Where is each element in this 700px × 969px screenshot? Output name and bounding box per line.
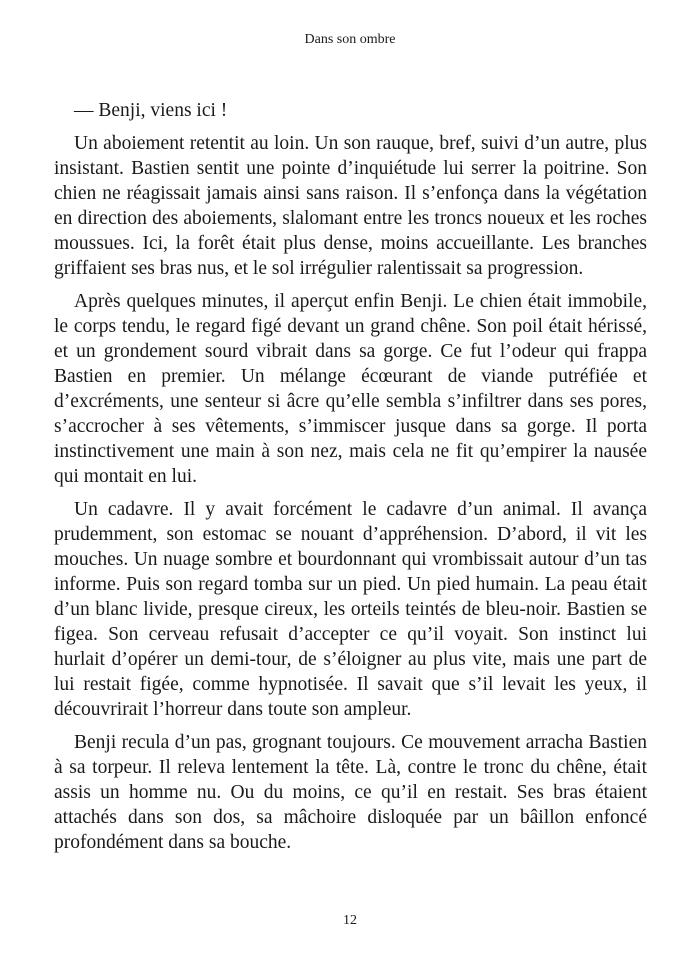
body-text — [54, 98, 647, 863]
paragraph: Après quelques minutes, il aperçut enfin Benji. Le chien était immobile, le corps tendu, le regard figé devant un grand chêne. Son poil était hérissé, et un grondement sourd vibrait dans sa gorge. Ce fut l’odeur qui frappa Bastien en premier. Un mélange écœurant de viande putréfiée et d’excréments, une senteur si âcre qu’elle sembla s’infiltrer dans ses pores, s’accrocher à ses vêtements, s’immiscer jusque dans sa gorge. Il porta instinctivement une main à son nez, mais cela ne fit qu’empirer la nausée qui montait en lui. — [54, 291, 647, 487]
paragraph: Un cadavre. Il y avait forcément le cadavre d’un animal. Il avança prudemment, son estomac se nouant d’appréhension. D’abord, il vit les mouches. Un nuage sombre et bourdonnant qui vrombissait autour d’un tas informe. Puis son regard tomba sur un pied. Un pied humain. La peau était d’un blanc livide, presque cireux, les orteils teintés de bleu-noir. Bastien se figea. Son cerveau refusait d’accepter ce qu’il voyait. Son instinct lui hurlait d’opérer un demi-tour, de s’éloigner au plus vite, mais une part de lui restait figée, comme hypnotisée. Il savait que s’il levait les yeux, il découvrirait l’horreur dans toute son ampleur. — [54, 499, 647, 720]
paragraph-dialogue: — Benji, viens ici ! — [74, 100, 228, 121]
running-header: Dans son ombre — [304, 32, 396, 47]
paragraph: Benji recula d’un pas, grognant toujours. Ce mouvement arracha Bastien à sa torpeur. Il releva lentement la tête. Là, contre le tronc du chêne, était assis un homme nu. Ou du moins, ce qu’il en restait. Ses bras étaient attachés dans son dos, sa mâchoire disloquée par un bâillon enfoncé profondément dans sa bouche. — [54, 732, 647, 853]
page-number: 12 — [343, 913, 357, 928]
paragraph: Un aboiement retentit au loin. Un son rauque, bref, suivi d’un autre, plus insistant. Bastien sentit une pointe d’inquiétude lui serrer la poitrine. Son chien ne réagissait jamais ainsi sans raison. Il s’enfonça dans la végétation en direction des aboiements, slalomant entre les troncs noueux et les roches moussues. Ici, la forêt était plus dense, moins accueillante. Les branches griffaient ses bras nus, et le sol irrégulier ralentissait sa progression. — [54, 133, 647, 279]
